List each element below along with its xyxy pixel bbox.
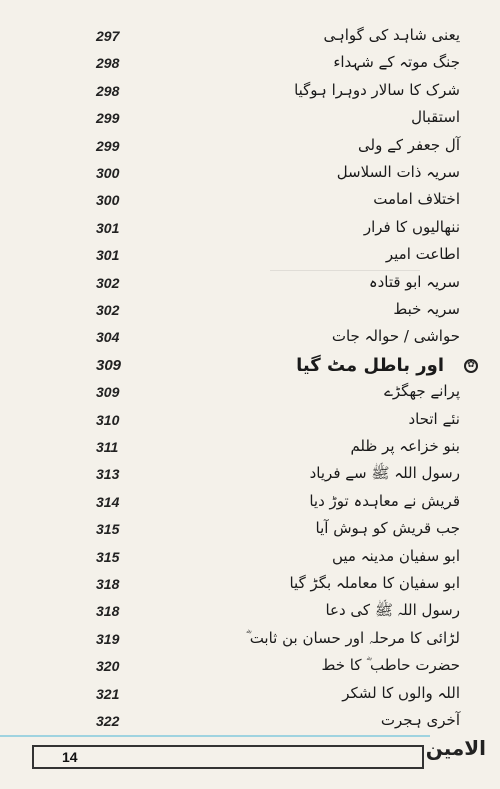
toc-title: حضرت حاطب ؓ کا خط: [321, 656, 460, 675]
toc-entry: [60, 245, 480, 271]
toc-entry: [60, 519, 480, 545]
toc-entry: [60, 108, 480, 134]
toc-entry: [60, 656, 480, 682]
toc-title: حواشی / حوالہ جات: [331, 327, 460, 346]
toc-title: بنو خزاعہ پر ظلم: [350, 437, 460, 455]
toc-entry: [60, 81, 480, 107]
toc-page-number: 318: [96, 603, 120, 620]
toc-title: سریہ ابو قتادہ: [368, 272, 460, 291]
toc-title: پرانے جھگڑے: [384, 382, 460, 401]
toc-page-number: 315: [96, 548, 120, 565]
toc-page-number: 311: [96, 439, 119, 455]
toc-page-number: 322: [96, 713, 120, 729]
toc-entry: [60, 601, 480, 627]
toc-entry: [60, 437, 480, 463]
toc-title: آل جعفر کے ولی: [358, 135, 460, 154]
toc-entry: [60, 218, 480, 244]
toc-page-number: 300: [96, 192, 120, 209]
toc-title: سریہ ذات السلاسل: [336, 163, 460, 181]
toc-page-number: 318: [96, 576, 120, 592]
toc-page-number: 299: [96, 137, 120, 154]
toc-entry: [60, 26, 480, 52]
toc-title: یعنی شاہد کی گواہی: [323, 26, 460, 44]
footer-bar: [32, 745, 424, 769]
toc-page-number: 300: [96, 165, 120, 181]
toc-title: استقبال: [411, 108, 460, 127]
toc-title: اور باطل مٹ گیا: [296, 354, 444, 376]
toc-page-number: 314: [96, 493, 120, 510]
toc-page-number: 309: [96, 356, 122, 374]
toc-title: ننھالیوں کا فرار: [363, 217, 460, 236]
toc-page-number: 302: [96, 274, 120, 291]
toc-title: اللہ والوں کا لشکر: [342, 683, 460, 702]
toc-title: رسول اللہ ﷺ سے فریاد: [309, 464, 460, 483]
toc-entry: [60, 300, 480, 326]
toc-title: جب قریش کو ہوش آیا: [315, 519, 460, 538]
toc-title: شرک کا سالار دوہرا ہوگیا: [294, 80, 460, 99]
toc-entry: [60, 163, 480, 189]
toc-title: ابو سفیان کا معاملہ بگڑ گیا: [289, 574, 460, 592]
toc-entry: [60, 53, 480, 79]
toc-entry: [60, 574, 480, 600]
toc-entry: [60, 547, 480, 573]
toc-page-number: 319: [96, 630, 120, 647]
toc-entry: [60, 629, 480, 655]
toc-page-number: 298: [96, 55, 120, 72]
toc-title: قریش نے معاہدہ توڑ دیا: [309, 491, 460, 510]
toc-entry: [60, 327, 480, 353]
toc-title: آخری ہجرت: [380, 711, 460, 729]
toc-page-number: 309: [96, 384, 120, 401]
toc-entry: [60, 684, 480, 710]
toc-page-number: 301: [96, 219, 120, 236]
toc-entry: [60, 464, 480, 490]
toc-page-number: 315: [96, 521, 120, 538]
toc-page-number: 298: [96, 82, 120, 99]
section-bullet-icon: ✿: [464, 359, 478, 373]
toc-page-number: 321: [96, 685, 120, 702]
toc-title: اطاعت امیر: [385, 245, 460, 264]
toc-entry: [60, 410, 480, 436]
toc-title: سریہ خبط: [393, 300, 460, 318]
toc-entry: [60, 711, 480, 737]
toc-title: لڑائی کا مرحلہ اور حسان بن ثابت ؓ: [245, 628, 460, 647]
toc-page-number: 302: [96, 302, 120, 318]
toc-title: جنگ موتہ کے شہداء: [333, 53, 460, 72]
toc-page-number: 301: [96, 247, 120, 264]
toc-entry: [60, 492, 480, 518]
publisher-logo: الامین: [425, 736, 486, 760]
toc-section-heading: [60, 355, 480, 381]
toc-title: رسول اللہ ﷺ کی دعا: [325, 601, 460, 620]
toc-title: ابو سفیان مدینہ میں: [331, 546, 460, 565]
toc-entry: [60, 190, 480, 216]
toc-page-number: 313: [96, 466, 120, 483]
toc-entry: [60, 273, 480, 299]
toc-page-number: 320: [96, 658, 120, 675]
toc-title: نئے اتحاد: [408, 409, 460, 428]
toc-entry: [60, 382, 480, 408]
footer-accent-rule: [0, 735, 430, 737]
toc-page-number: 304: [96, 329, 120, 346]
toc-entry: [60, 136, 480, 162]
toc-page-number: 299: [96, 110, 120, 127]
toc-title: اختلاف امامت: [373, 190, 460, 209]
footer-page-number: 14: [62, 749, 78, 765]
toc-page-number: 297: [96, 28, 120, 44]
toc-page-number: 310: [96, 411, 120, 428]
